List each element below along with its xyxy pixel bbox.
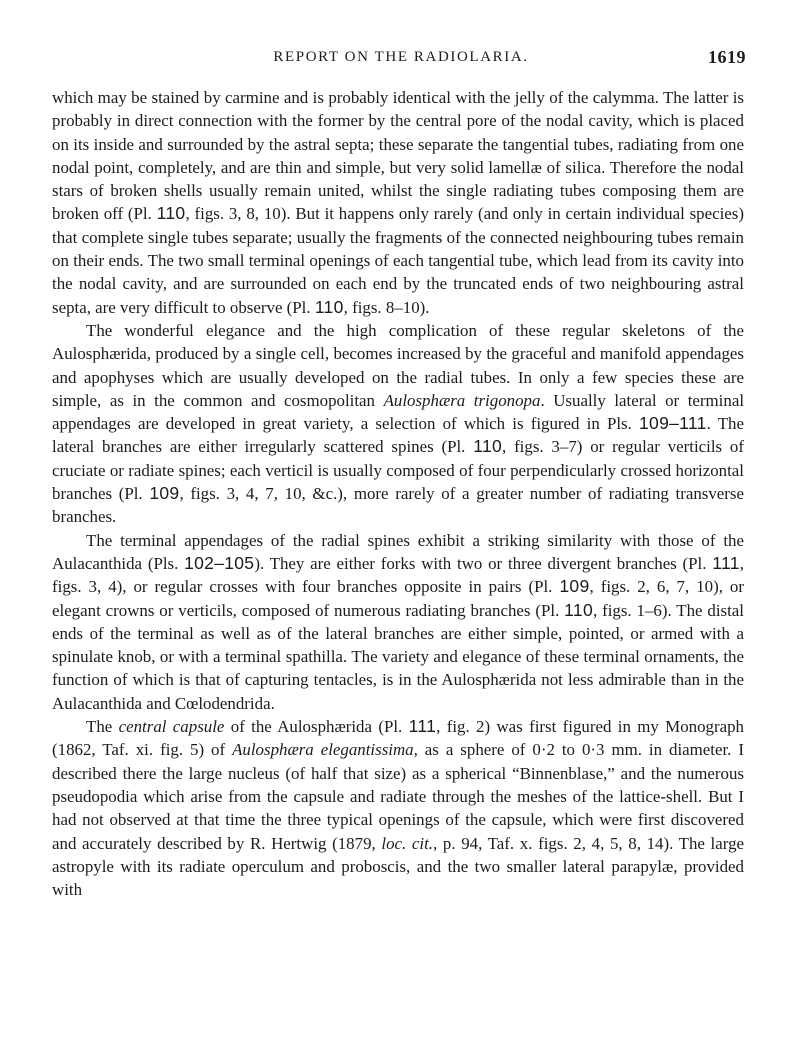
- text-run: The: [86, 717, 119, 737]
- italic-term: Aulosphæra trigonopa: [383, 390, 541, 410]
- text-run: The terminal appendages of the radial spines exhibit a striking similarity with those of the Aulacanthida (Pls.: [52, 530, 744, 573]
- text-run: , figs. 8–10).: [343, 297, 430, 317]
- paragraph: [52, 319, 744, 529]
- text-run: of the Aulosphærida (Pl.: [224, 717, 409, 737]
- text-run: , figs. 3, 8, 10). But it happens only rarely (and only in certain individual species) that complete single tubes separate; usually the fragments of the connected neighbouring tubes remain on their ends. The two small terminal openings of each tangential tube, which lead from its cavity into the nodal cavity, and are surrounded on each end by the truncated ends of two neighbouring astral septa, are very difficult to observe (Pl.: [52, 204, 744, 317]
- paragraph: [52, 86, 744, 319]
- plate-number: 109: [149, 483, 180, 504]
- plate-number: 109–111: [639, 413, 707, 434]
- text-run: , figs. 2, 6, 7, 10), or elegant crowns or verticils, composed of numerous radiating branches (Pl.: [52, 577, 744, 620]
- text-run: , figs. 3, 4, 7, 10, &c.), more rarely of a greater number of radiating transverse branches.: [52, 484, 744, 527]
- plate-number: 110: [156, 203, 186, 224]
- italic-term: central capsule: [118, 717, 225, 737]
- text-run: which may be stained by carmine and is probably identical with the jelly of the calymma. The latter is probably in direct connection with the former by the central pore of the nodal cavity, which is placed on its inside and surrounded by the astral septa; these separate the tangential tubes, radiating from one nodal point, completely, and are thin and simple, but very solid lamellæ of silica. Therefore the nodal stars of broken shells usually remain united, whilst the single radiating tubes composing them are broken off (Pl.: [52, 88, 744, 224]
- running-title: REPORT ON THE RADIOLARIA.: [273, 49, 529, 65]
- paragraph: [52, 715, 744, 901]
- text-run: , figs. 1–6). The distal ends of the terminal as well as of the lateral branches are either simple, pointed, or armed with a spinulate knob, or with a terminal spathilla. The variety and elegance of these terminal ornaments, the function of which is that of capturing tentacles, is in the Aulosphærida not less admirable than in the Aulacanthida and Cœlodendrida.: [52, 600, 744, 713]
- body-text: [52, 86, 744, 901]
- plate-number: 109: [559, 576, 590, 597]
- text-run: The wonderful elegance and the high complication of these regular skeletons of the Aulosphærida, produced by a single cell, becomes increased by the graceful and manifold appendages and apophyses which are usually developed on the radial tubes. In only a few species these are simple, as in the common and cosmopolitan: [52, 320, 744, 410]
- italic-term: loc. cit.: [381, 833, 434, 853]
- text-run: , figs. 3–7) or regular verticils of cruciate or radiate spines; each verticil is usually composed of four perpendicularly crossed horizontal branches (Pl.: [52, 437, 744, 504]
- plate-number: 110: [314, 296, 344, 317]
- text-run: , as a sphere of 0·2 to 0·3 mm. in diameter. I described there the large nucleus (of half that size) as a spherical “Binnenblase,” and the numerous pseudopodia which arise from the capsule and radiate through the meshes of the lattice-shell. But I had not observed at that time the three typical openings of the capsule, which were first discovered and accurately described by R. Hertwig (1879,: [52, 740, 744, 853]
- page-number: 1619: [708, 47, 746, 67]
- text-run: . Usually lateral or terminal appendages are developed in great variety, a selection of which is figured in Pls.: [52, 390, 745, 434]
- plate-number: 110: [564, 599, 593, 620]
- text-run: . The lateral branches are either irregularly scattered spines (Pl.: [52, 414, 744, 457]
- text-run: , fig. 2) was first figured in my Monograph (1862, Taf. xi. fig. 5) of: [52, 717, 744, 760]
- text-run: ). They are either forks with two or three divergent branches (Pl.: [254, 553, 713, 573]
- plate-number: 111: [408, 716, 437, 737]
- plate-number: 111: [712, 552, 740, 573]
- running-header: [56, 47, 746, 71]
- plate-number: 110: [473, 436, 503, 457]
- plate-number: 102–105: [184, 552, 255, 573]
- italic-term: Aulosphæra elegantissima: [232, 740, 414, 760]
- text-run: , figs. 3, 4), or regular crosses with four branches opposite in pairs (Pl.: [52, 553, 744, 597]
- paragraph: [52, 529, 744, 715]
- text-run: , p. 94, Taf. x. figs. 2, 4, 5, 8, 14). The large astropyle with its radiate operculum and proboscis, and the two smaller lateral parapylæ, provided with: [52, 833, 745, 900]
